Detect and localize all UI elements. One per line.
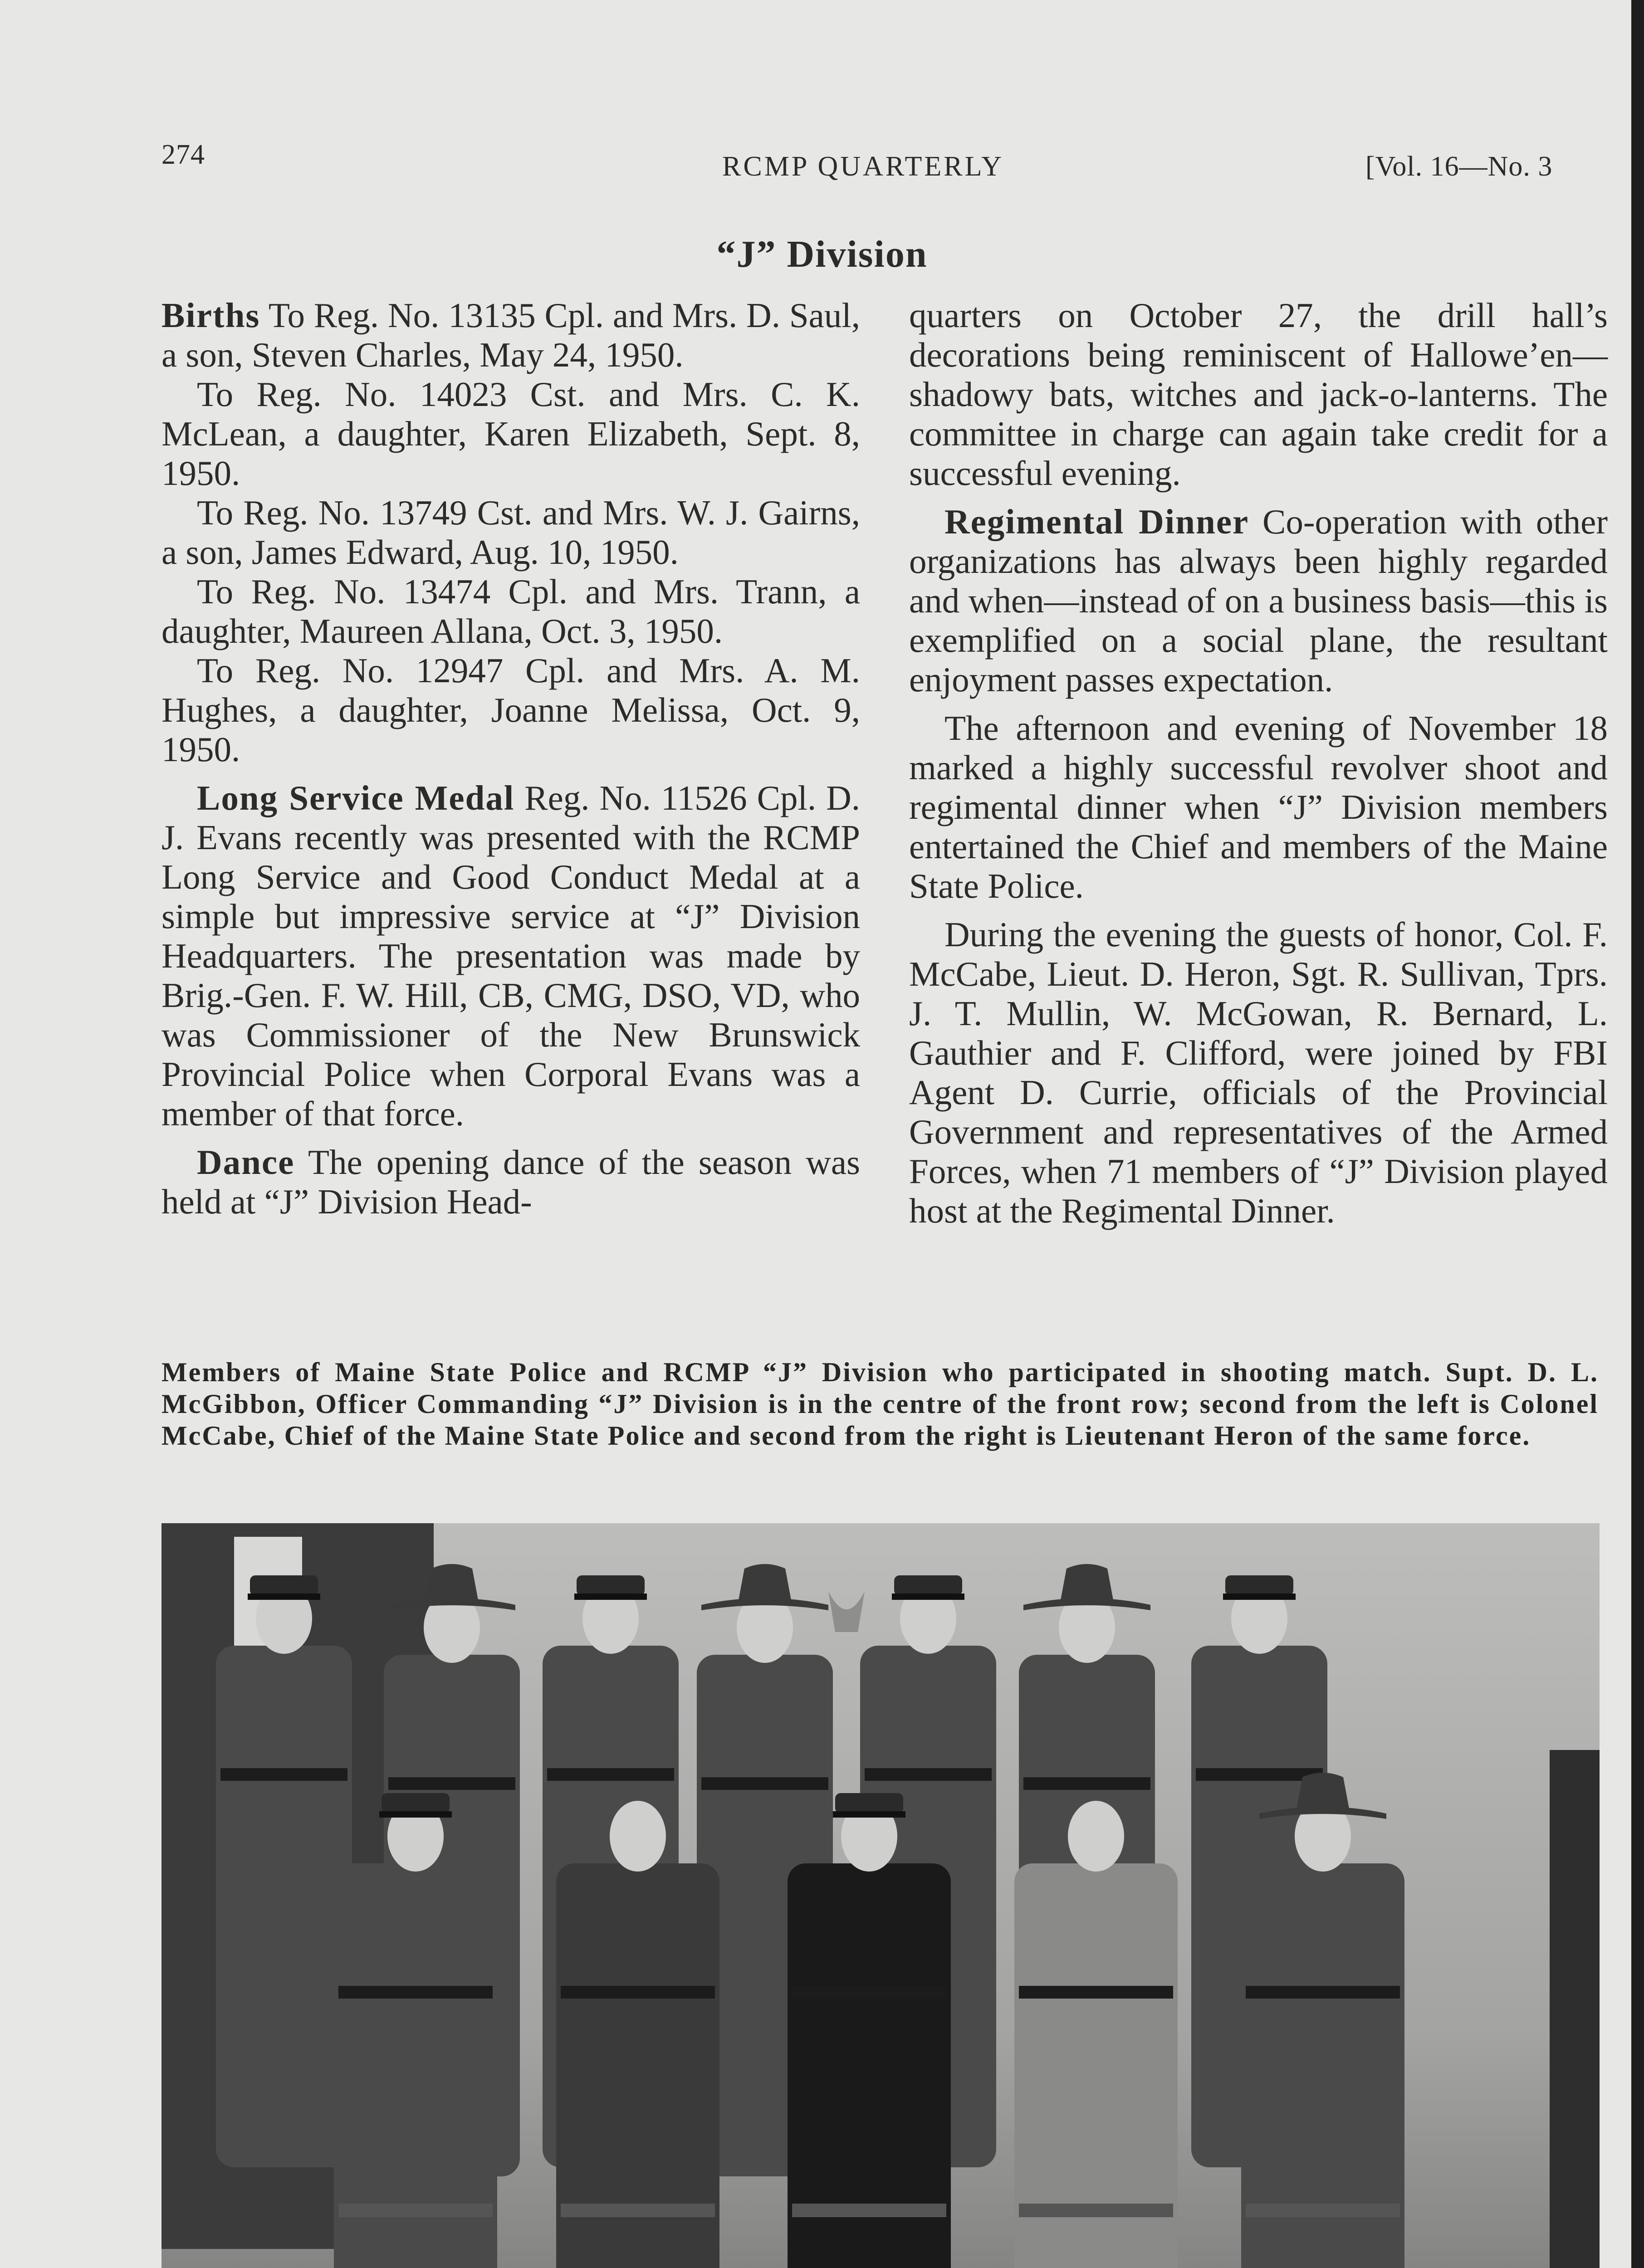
right-column bbox=[909, 296, 1608, 1231]
standing-officer bbox=[216, 1575, 352, 2167]
paragraph-heading: Long Service Medal bbox=[197, 778, 515, 817]
paragraph bbox=[161, 375, 860, 493]
seated-officer bbox=[556, 1801, 719, 2268]
paragraph bbox=[161, 651, 860, 769]
paragraph-text: To Reg. No. 13135 Cpl. and Mrs. D. Saul, a son, Steven Charles, May 24, 1950. bbox=[161, 296, 860, 374]
paragraph-text: To Reg. No. 13749 Cst. and Mrs. W. J. Gairns, a son, James Edward, Aug. 10, 1950. bbox=[161, 493, 860, 572]
photo-caption: Members of Maine State Police and RCMP “J” Division who participated in shooting match. Supt. D. L. McGibbon, Officer Commanding “J” Division is in the centre of the front row; second from the left is Colonel McCabe, Chief of the Maine State Police and second from the right is Lieutenant Heron of the same force. bbox=[161, 1357, 1599, 1451]
paragraph-heading: Regimental Dinner bbox=[944, 502, 1249, 541]
paragraph bbox=[161, 572, 860, 651]
paragraph bbox=[161, 493, 860, 572]
running-title: RCMP QUARTERLY bbox=[722, 151, 1004, 182]
paragraph-heading: Births bbox=[161, 296, 260, 335]
paragraph-text: Reg. No. 11526 Cpl. D. J. Evans recently was presented with the RCMP Long Service and Good Conduct Medal at a simple but impressive service at “J” Division Headquarters. The presentation was made by Brig.-Gen. F. W. Hill, CB, CMG, DSO, VD, who was Commissioner of the New Brunswick Provincial Police when Corporal Evans was a member of that force. bbox=[161, 778, 860, 1133]
paragraph bbox=[909, 296, 1608, 493]
paragraph-heading: Dance bbox=[197, 1143, 295, 1182]
paragraph bbox=[909, 915, 1608, 1231]
paragraph-text: The afternoon and evening of November 18 marked a highly successful revolver shoot and regimental dinner when “J” Division members entertained the Chief and members of the Maine State Police. bbox=[909, 709, 1608, 905]
left-column bbox=[161, 296, 860, 1222]
issue-reference: [Vol. 16—No. 3 bbox=[1365, 151, 1553, 182]
paragraph bbox=[909, 709, 1608, 906]
group-photograph bbox=[161, 1523, 1600, 2268]
section-title: “J” Division bbox=[716, 233, 928, 275]
page-edge bbox=[1631, 0, 1644, 2268]
paragraph-text: quarters on October 27, the drill hall’s decorations being reminiscent of Hallowe’en—shadowy bats, witches and jack-o-lanterns. The committee in charge can again take credit for a successful evening. bbox=[909, 296, 1608, 493]
side-cabinet bbox=[1550, 1750, 1600, 2268]
paragraph-regimental-dinner bbox=[909, 502, 1608, 699]
seated-officer bbox=[788, 1793, 951, 2268]
paragraph-text: To Reg. No. 14023 Cst. and Mrs. C. K. McLean, a daughter, Karen Elizabeth, Sept. 8, 1950. bbox=[161, 375, 860, 493]
paragraph-text: During the evening the guests of honor, Col. F. McCabe, Lieut. D. Heron, Sgt. R. Sullivan, Tprs. J. T. Mullin, W. McGowan, R. Bernard, L. Gauthier and F. Clifford, were joined by FBI Agent D. Currie, officials of the Provincial Government and representatives of the Armed Forces, when 71 members of “J” Division played host at the Regimental Dinner. bbox=[909, 915, 1608, 1230]
paragraph-births bbox=[161, 296, 860, 375]
seated-officer bbox=[1014, 1801, 1178, 2268]
paragraph-text: The opening dance of the season was held at “J” Division Head- bbox=[161, 1143, 860, 1221]
paragraph-text: Co-operation with other organizations has always been highly regarded and when—instead of on a business basis—this is exemplified on a social plane, the resultant enjoyment passes expectation. bbox=[909, 502, 1608, 699]
paragraph-text: To Reg. No. 12947 Cpl. and Mrs. A. M. Hughes, a daughter, Joanne Melissa, Oct. 9, 1950. bbox=[161, 651, 860, 769]
seated-officer bbox=[334, 1793, 497, 2268]
paragraph-dance bbox=[161, 1143, 860, 1222]
paragraph-text: To Reg. No. 13474 Cpl. and Mrs. Trann, a daughter, Maureen Allana, Oct. 3, 1950. bbox=[161, 572, 860, 650]
paragraph-long-service-medal bbox=[161, 778, 860, 1134]
page-number: 274 bbox=[161, 139, 205, 170]
